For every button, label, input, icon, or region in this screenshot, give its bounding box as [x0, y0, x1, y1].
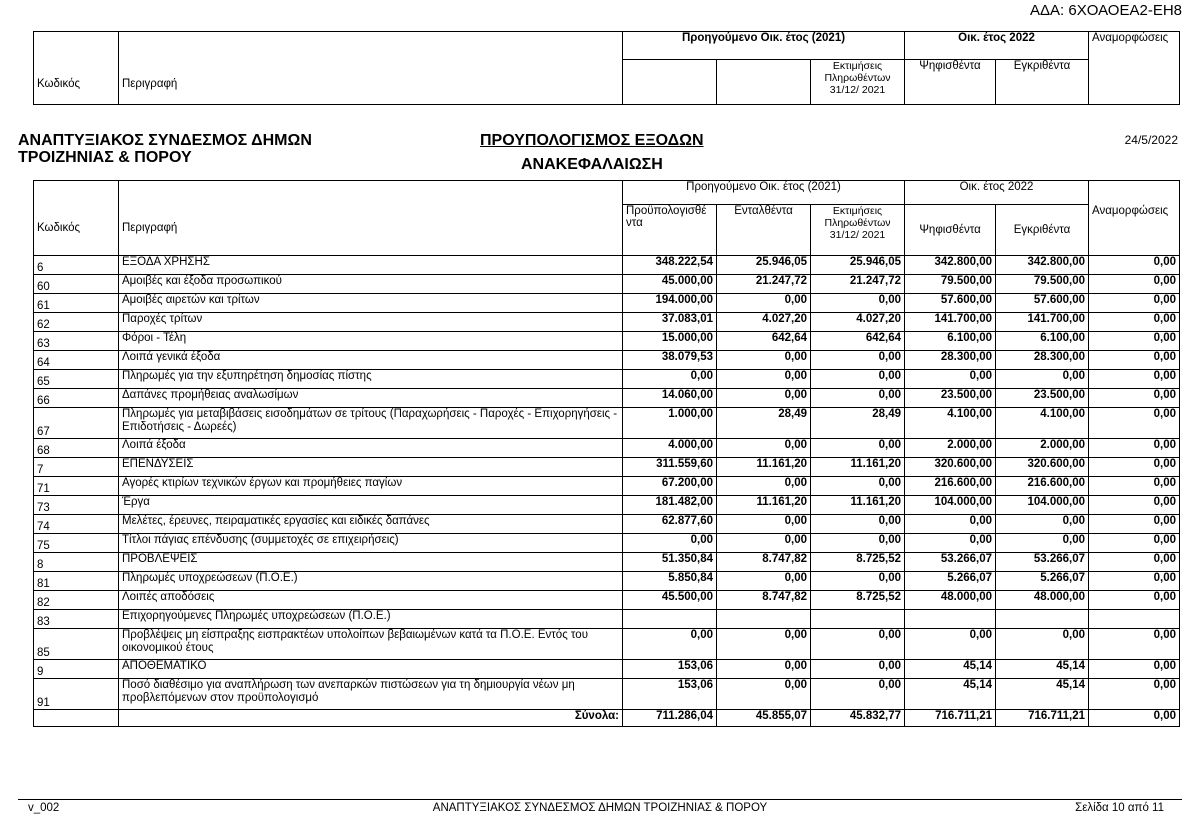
expenses-summary-table [33, 180, 1180, 727]
totals-budgeted: 711.286,04 [623, 710, 717, 727]
footer-page-number: Σελίδα 10 από 11 [1075, 802, 1164, 814]
estimated-paid-header: Εκτιμήσεις Πληρωθέντων 31/12/ 2021 [811, 60, 905, 105]
table-row [34, 439, 1180, 458]
row-approved: 320.600,00 [996, 458, 1089, 477]
row-revisions: 0,00 [1089, 534, 1180, 553]
row-voted: 342.800,00 [905, 256, 996, 275]
row-code: 91 [34, 679, 119, 710]
row-code: 60 [34, 275, 119, 294]
row-revisions: 0,00 [1089, 553, 1180, 572]
totals-revisions: 0,00 [1089, 710, 1180, 727]
row-estimated-paid: 0,00 [811, 660, 905, 679]
table-row [34, 591, 1180, 610]
row-revisions: 0,00 [1089, 458, 1180, 477]
row-committed: 0,00 [717, 294, 811, 313]
row-estimated-paid: 0,00 [811, 389, 905, 408]
row-code: 9 [34, 660, 119, 679]
description-header: Περιγραφή [119, 32, 623, 105]
row-committed: 0,00 [717, 679, 811, 710]
budgeted-header: Προϋπολογισθέ ντα [623, 205, 717, 256]
row-approved: 5.266,07 [996, 572, 1089, 591]
row-budgeted: 0,00 [623, 534, 717, 553]
row-voted: 23.500,00 [905, 389, 996, 408]
row-budgeted: 153,06 [623, 679, 717, 710]
row-committed: 0,00 [717, 572, 811, 591]
row-description: Έργα [119, 496, 623, 515]
row-description: Τίτλοι πάγιας επένδυσης (συμμετοχές σε επιχειρήσεις) [119, 534, 623, 553]
budgeted-header-empty [623, 60, 717, 105]
row-voted: 6.100,00 [905, 332, 996, 351]
row-code: 66 [34, 389, 119, 408]
row-revisions: 0,00 [1089, 679, 1180, 710]
row-approved [996, 610, 1089, 629]
row-approved: 0,00 [996, 534, 1089, 553]
row-description: Πληρωμές υποχρεώσεων (Π.Ο.Ε.) [119, 572, 623, 591]
row-committed: 21.247,72 [717, 275, 811, 294]
row-revisions: 0,00 [1089, 591, 1180, 610]
table-row [34, 660, 1180, 679]
row-voted: 320.600,00 [905, 458, 996, 477]
row-code: 63 [34, 332, 119, 351]
row-code: 67 [34, 408, 119, 439]
row-budgeted: 0,00 [623, 370, 717, 389]
totals-committed: 45.855,07 [717, 710, 811, 727]
row-committed: 0,00 [717, 477, 811, 496]
row-description: ΕΠΕΝΔΥΣΕΙΣ [119, 458, 623, 477]
table-row [34, 458, 1180, 477]
row-description: Δαπάνες προμήθειας αναλωσίμων [119, 389, 623, 408]
row-description: ΕΞΟΔΑ ΧΡΗΣΗΣ [119, 256, 623, 275]
row-approved: 57.600,00 [996, 294, 1089, 313]
row-budgeted: 348.222,54 [623, 256, 717, 275]
row-code: 74 [34, 515, 119, 534]
totals-code-empty [34, 710, 119, 727]
table-row [34, 351, 1180, 370]
row-approved: 53.266,07 [996, 553, 1089, 572]
row-description: Αγορές κτιρίων τεχνικών έργων και προμήθειες παγίων [119, 477, 623, 496]
row-committed: 8.747,82 [717, 553, 811, 572]
row-revisions: 0,00 [1089, 351, 1180, 370]
footer-org: ΑΝΑΠΤΥΞΙΑΚΟΣ ΣΥΝΔΕΣΜΟΣ ΔΗΜΩΝ ΤΡΟΙΖΗΝΙΑΣ & ΠΟΡΟΥ [432, 802, 768, 814]
row-description: Αμοιβές αιρετών και τρίτων [119, 294, 623, 313]
row-revisions: 0,00 [1089, 389, 1180, 408]
cur-year-header: Οικ. έτος 2022 [905, 181, 1089, 205]
row-approved: 45,14 [996, 660, 1089, 679]
row-approved: 45,14 [996, 679, 1089, 710]
row-budgeted: 37.083,01 [623, 313, 717, 332]
totals-voted: 716.711,21 [905, 710, 996, 727]
row-approved: 342.800,00 [996, 256, 1089, 275]
document-subtitle: ΑΝΑΚΕΦΑΛΑΙΩΣΗ [521, 156, 663, 173]
row-estimated-paid: 0,00 [811, 629, 905, 660]
committed-header-empty [717, 60, 811, 105]
totals-estimated-paid: 45.832,77 [811, 710, 905, 727]
row-description: Λοιπά έξοδα [119, 439, 623, 458]
approved-header: Εγκριθέντα [996, 60, 1089, 105]
table-row [34, 572, 1180, 591]
row-voted [905, 610, 996, 629]
row-voted: 0,00 [905, 370, 996, 389]
row-code: 73 [34, 496, 119, 515]
revisions-header: Αναμορφώσεις [1089, 181, 1180, 256]
table-row [34, 256, 1180, 275]
row-budgeted: 311.559,60 [623, 458, 717, 477]
revisions-header: Αναμορφώσεις [1089, 32, 1180, 105]
row-estimated-paid: 0,00 [811, 515, 905, 534]
cur-year-header: Οικ. έτος 2022 [905, 32, 1089, 60]
row-code: 7 [34, 458, 119, 477]
row-estimated-paid: 0,00 [811, 572, 905, 591]
report-date: 24/5/2022 [1124, 133, 1178, 147]
footer-divider [18, 799, 1182, 800]
row-budgeted: 194.000,00 [623, 294, 717, 313]
row-revisions: 0,00 [1089, 275, 1180, 294]
row-approved: 104.000,00 [996, 496, 1089, 515]
row-budgeted: 0,00 [623, 629, 717, 660]
row-committed: 8.747,82 [717, 591, 811, 610]
row-estimated-paid: 0,00 [811, 534, 905, 553]
row-estimated-paid: 0,00 [811, 294, 905, 313]
code-header: Κωδικός [34, 181, 119, 256]
row-revisions: 0,00 [1089, 408, 1180, 439]
code-header: Κωδικός [34, 32, 119, 105]
row-approved: 48.000,00 [996, 591, 1089, 610]
row-committed [717, 610, 811, 629]
row-revisions: 0,00 [1089, 629, 1180, 660]
row-code: 6 [34, 256, 119, 275]
table-row [34, 408, 1180, 439]
row-revisions: 0,00 [1089, 477, 1180, 496]
row-estimated-paid: 642,64 [811, 332, 905, 351]
row-estimated-paid: 11.161,20 [811, 496, 905, 515]
ada-code: ΑΔΑ: 6ΧΟΑΟΕΑ2-ΕΗ8 [1030, 2, 1182, 19]
prev-year-header: Προηγούμενο Οικ. έτος (2021) [623, 181, 905, 205]
top-header-table [33, 31, 1180, 105]
row-committed: 4.027,20 [717, 313, 811, 332]
row-revisions: 0,00 [1089, 294, 1180, 313]
row-estimated-paid: 0,00 [811, 679, 905, 710]
row-approved: 216.600,00 [996, 477, 1089, 496]
row-committed: 0,00 [717, 370, 811, 389]
row-code: 75 [34, 534, 119, 553]
row-estimated-paid: 0,00 [811, 477, 905, 496]
totals-row [34, 710, 1180, 727]
row-estimated-paid: 0,00 [811, 439, 905, 458]
row-estimated-paid: 21.247,72 [811, 275, 905, 294]
row-budgeted: 51.350,84 [623, 553, 717, 572]
row-approved: 0,00 [996, 629, 1089, 660]
row-estimated-paid: 11.161,20 [811, 458, 905, 477]
row-description: Φόροι - Τέλη [119, 332, 623, 351]
row-voted: 2.000,00 [905, 439, 996, 458]
row-description: Αμοιβές και έξοδα προσωπικού [119, 275, 623, 294]
row-description: Λοιπές αποδόσεις [119, 591, 623, 610]
row-budgeted: 45.000,00 [623, 275, 717, 294]
row-voted: 0,00 [905, 629, 996, 660]
row-voted: 0,00 [905, 534, 996, 553]
approved-header: Εγκριθέντα [996, 205, 1089, 256]
table-row [34, 679, 1180, 710]
row-budgeted: 153,06 [623, 660, 717, 679]
table-row [34, 294, 1180, 313]
row-voted: 57.600,00 [905, 294, 996, 313]
committed-header: Ενταλθέντα [717, 205, 811, 256]
row-approved: 79.500,00 [996, 275, 1089, 294]
voted-header: Ψηφισθέντα [905, 60, 996, 105]
row-committed: 28,49 [717, 408, 811, 439]
row-budgeted: 38.079,53 [623, 351, 717, 370]
document-title: ΠΡΟΥΠΟΛΟΓΙΣΜΟΣ ΕΞΟΔΩΝ [480, 132, 704, 149]
table-row [34, 332, 1180, 351]
row-committed: 0,00 [717, 389, 811, 408]
table-row [34, 629, 1180, 660]
row-budgeted: 15.000,00 [623, 332, 717, 351]
row-voted: 79.500,00 [905, 275, 996, 294]
row-code: 81 [34, 572, 119, 591]
row-voted: 53.266,07 [905, 553, 996, 572]
row-budgeted: 67.200,00 [623, 477, 717, 496]
row-revisions: 0,00 [1089, 313, 1180, 332]
row-committed: 11.161,20 [717, 458, 811, 477]
row-voted: 28.300,00 [905, 351, 996, 370]
row-budgeted: 14.060,00 [623, 389, 717, 408]
row-description: ΠΡΟΒΛΕΨΕΙΣ [119, 553, 623, 572]
row-revisions: 0,00 [1089, 370, 1180, 389]
totals-approved: 716.711,21 [996, 710, 1089, 727]
row-voted: 104.000,00 [905, 496, 996, 515]
row-committed: 0,00 [717, 439, 811, 458]
estimated-paid-header: Εκτιμήσεις Πληρωθέντων 31/12/ 2021 [811, 205, 905, 256]
row-description: Μελέτες, έρευνες, πειραματικές εργασίες και ειδικές δαπάνες [119, 515, 623, 534]
row-code: 8 [34, 553, 119, 572]
row-estimated-paid: 8.725,52 [811, 553, 905, 572]
row-code: 82 [34, 591, 119, 610]
row-approved: 141.700,00 [996, 313, 1089, 332]
row-budgeted: 181.482,00 [623, 496, 717, 515]
row-voted: 48.000,00 [905, 591, 996, 610]
row-revisions: 0,00 [1089, 660, 1180, 679]
row-committed: 11.161,20 [717, 496, 811, 515]
row-voted: 45,14 [905, 660, 996, 679]
row-estimated-paid: 25.946,05 [811, 256, 905, 275]
row-approved: 28.300,00 [996, 351, 1089, 370]
row-estimated-paid: 0,00 [811, 351, 905, 370]
row-committed: 0,00 [717, 534, 811, 553]
row-approved: 0,00 [996, 515, 1089, 534]
row-committed: 0,00 [717, 629, 811, 660]
row-code: 83 [34, 610, 119, 629]
row-estimated-paid: 4.027,20 [811, 313, 905, 332]
table-row [34, 275, 1180, 294]
row-description: Προβλέψεις μη είσπραξης εισπρακτέων υπολοίπων βεβαιωμένων κατά τα Π.Ο.Ε. Εντός του οικονομικού έτους [119, 629, 623, 660]
row-description: Ποσό διαθέσιμο για αναπλήρωση των ανεπαρκών πιστώσεων για τη δημιουργία νέων μη προβλεπόμενων στον προϋπολογισμό [119, 679, 623, 710]
row-voted: 45,14 [905, 679, 996, 710]
row-voted: 4.100,00 [905, 408, 996, 439]
prev-year-header: Προηγούμενο Οικ. έτος (2021) [623, 32, 905, 60]
row-voted: 216.600,00 [905, 477, 996, 496]
totals-label: Σύνολα: [119, 710, 623, 727]
row-budgeted: 1.000,00 [623, 408, 717, 439]
row-revisions: 0,00 [1089, 332, 1180, 351]
row-revisions: 0,00 [1089, 256, 1180, 275]
row-code: 62 [34, 313, 119, 332]
row-code: 61 [34, 294, 119, 313]
row-description: Λοιπά γενικά έξοδα [119, 351, 623, 370]
row-committed: 25.946,05 [717, 256, 811, 275]
row-budgeted: 5.850,84 [623, 572, 717, 591]
row-description: Πληρωμές για μεταβιβάσεις εισοδημάτων σε τρίτους (Παραχωρήσεις - Παροχές - Επιχορηγήσεις - Επιδοτήσεις - Δωρεές) [119, 408, 623, 439]
row-description: ΑΠΟΘΕΜΑΤΙΚΟ [119, 660, 623, 679]
table-row [34, 610, 1180, 629]
description-header: Περιγραφή [119, 181, 623, 256]
row-approved: 4.100,00 [996, 408, 1089, 439]
row-revisions: 0,00 [1089, 572, 1180, 591]
org-name-line2: ΤΡΟΙΖΗΝΙΑΣ & ΠΟΡΟΥ [18, 149, 192, 166]
footer-version: v_002 [28, 802, 60, 814]
table-row [34, 534, 1180, 553]
row-voted: 141.700,00 [905, 313, 996, 332]
table-row [34, 496, 1180, 515]
row-revisions: 0,00 [1089, 496, 1180, 515]
row-approved: 0,00 [996, 370, 1089, 389]
org-name: ΑΝΑΠΤΥΞΙΑΚΟΣ ΣΥΝΔΕΣΜΟΣ ΔΗΜΩΝ [18, 132, 312, 149]
table-row [34, 553, 1180, 572]
row-revisions: 0,00 [1089, 439, 1180, 458]
row-voted: 0,00 [905, 515, 996, 534]
row-approved: 6.100,00 [996, 332, 1089, 351]
row-voted: 5.266,07 [905, 572, 996, 591]
row-committed: 0,00 [717, 515, 811, 534]
row-committed: 642,64 [717, 332, 811, 351]
row-description: Πληρωμές για την εξυπηρέτηση δημοσίας πίστης [119, 370, 623, 389]
row-estimated-paid: 8.725,52 [811, 591, 905, 610]
row-approved: 23.500,00 [996, 389, 1089, 408]
table-row [34, 477, 1180, 496]
row-description: Επιχορηγούμενες Πληρωμές υποχρεώσεων (Π.Ο.Ε.) [119, 610, 623, 629]
row-estimated-paid: 0,00 [811, 370, 905, 389]
row-code: 68 [34, 439, 119, 458]
row-code: 85 [34, 629, 119, 660]
row-committed: 0,00 [717, 351, 811, 370]
table-row [34, 313, 1180, 332]
row-code: 64 [34, 351, 119, 370]
row-estimated-paid [811, 610, 905, 629]
row-code: 65 [34, 370, 119, 389]
table-row [34, 370, 1180, 389]
row-revisions: 0,00 [1089, 515, 1180, 534]
row-estimated-paid: 28,49 [811, 408, 905, 439]
row-code: 71 [34, 477, 119, 496]
row-budgeted [623, 610, 717, 629]
row-budgeted: 4.000,00 [623, 439, 717, 458]
row-revisions [1089, 610, 1180, 629]
row-budgeted: 45.500,00 [623, 591, 717, 610]
row-approved: 2.000,00 [996, 439, 1089, 458]
table-row [34, 515, 1180, 534]
row-description: Παροχές τρίτων [119, 313, 623, 332]
row-budgeted: 62.877,60 [623, 515, 717, 534]
voted-header: Ψηφισθέντα [905, 205, 996, 256]
table-row [34, 389, 1180, 408]
row-committed: 0,00 [717, 660, 811, 679]
